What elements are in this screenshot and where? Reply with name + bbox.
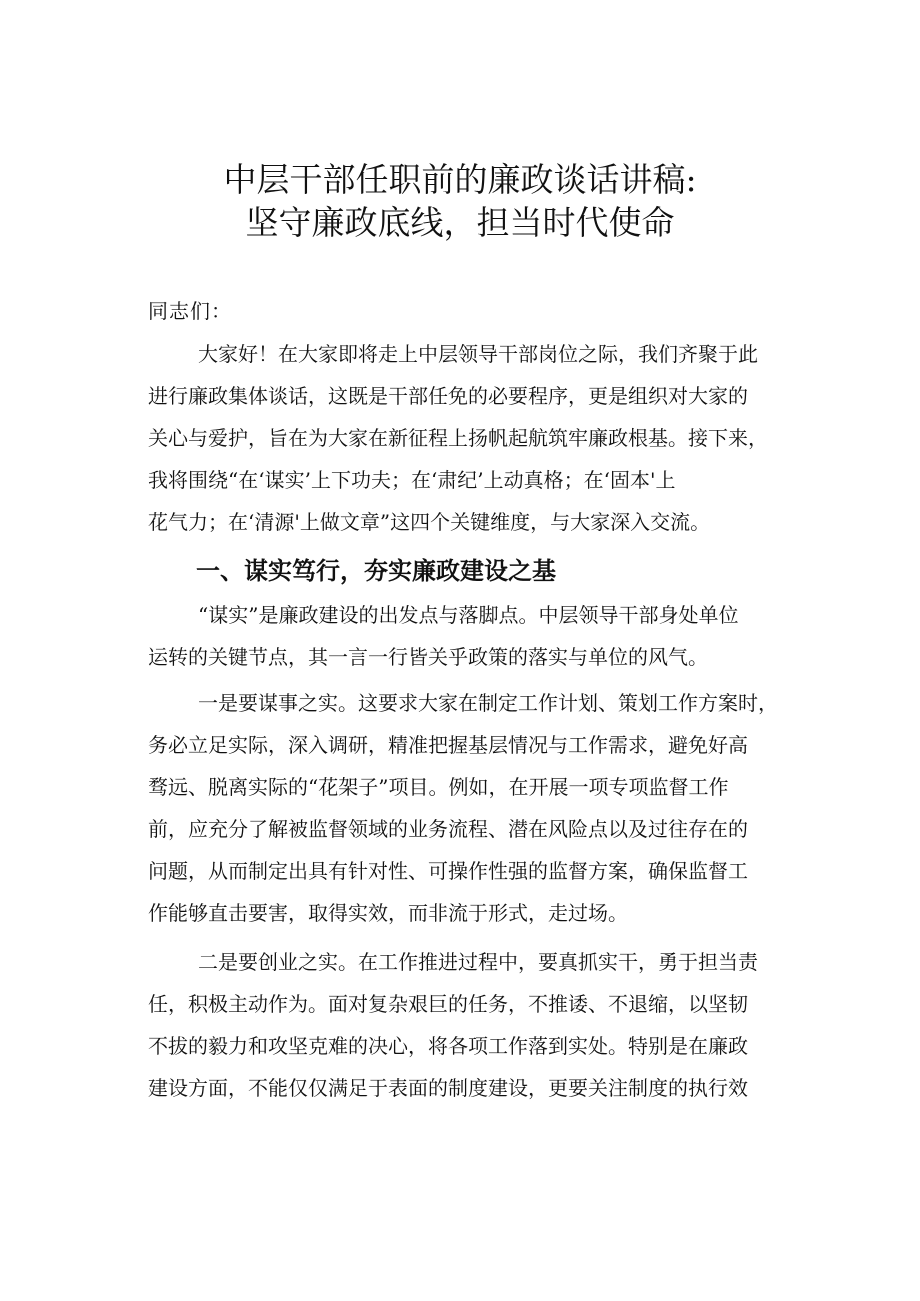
document-title-line-1: 中层干部任职前的廉政谈话讲稿: [223,160,697,199]
document-title-line-2: 坚守廉政底线，担当时代使命 [245,203,675,242]
salutation: 同志们： [148,299,232,323]
paragraph-line: 务必立足实际，深入调研，精准把握基层情况与工作需求，避免好高 [148,733,748,757]
paragraph-line: “谋实”是廉政建设的出发点与落脚点。中层领导干部身处单位 [198,603,739,627]
paragraph-line: 建设方面，不能仅仅满足于表面的制度建设，更要关注制度的执行效 [148,1076,748,1100]
paragraph-line: 大家好！在大家即将走上中层领导干部岗位之际，我们齐聚于此 [198,342,758,366]
paragraph-line: 不拔的毅力和攻坚克难的决心，将各项工作落到实处。特别是在廉政 [148,1034,748,1058]
paragraph-point-one [148,682,808,934]
paragraph-line: 运转的关键节点，其一言一行皆关乎政策的落实与单位的风气。 [148,645,708,669]
paragraph-line: 二是要创业之实。在工作推进过程中，要真抓实干，勇于担当责 [198,950,758,974]
paragraph-line: 问题，从而制定出具有针对性、可操作性强的监督方案，确保监督工 [148,859,748,883]
paragraph-line: 关心与爱护，旨在为大家在新征程上扬帆起航筑牢廉政根基。接下来， [148,426,768,450]
paragraph-line: 进行廉政集体谈话，这既是干部任免的必要程序，更是组织对大家的 [148,384,748,408]
paragraph-line: 骛远、脱离实际的“花架子”项目。例如，在开展一项专项监督工作 [148,775,729,799]
paragraph-line: 花气力；在‘清源'上做文章”这四个关键维度，与大家深入交流。 [148,510,711,534]
paragraph-line: 任，积极主动作为。面对复杂艰巨的任务，不推诿、不退缩，以坚韧 [148,992,748,1016]
section-heading: 一、谋实笃行，夯实廉政建设之基 [196,557,556,585]
paragraph-point-two [148,941,808,1109]
paragraph-line: 我将围绕“在‘谋实’上下功夫；在‘肃纪’上动真格；在‘固本'上 [148,468,676,492]
paragraph-intro [148,333,808,543]
paragraph-line: 前，应充分了解被监督领域的业务流程、潜在风险点以及过往存在的 [148,817,748,841]
paragraph-moushi [148,594,808,678]
paragraph-line: 作能够直击要害，取得实效，而非流于形式，走过场。 [148,901,628,925]
paragraph-line: 一是要谋事之实。这要求大家在制定工作计划、策划工作方案时， [198,691,778,715]
